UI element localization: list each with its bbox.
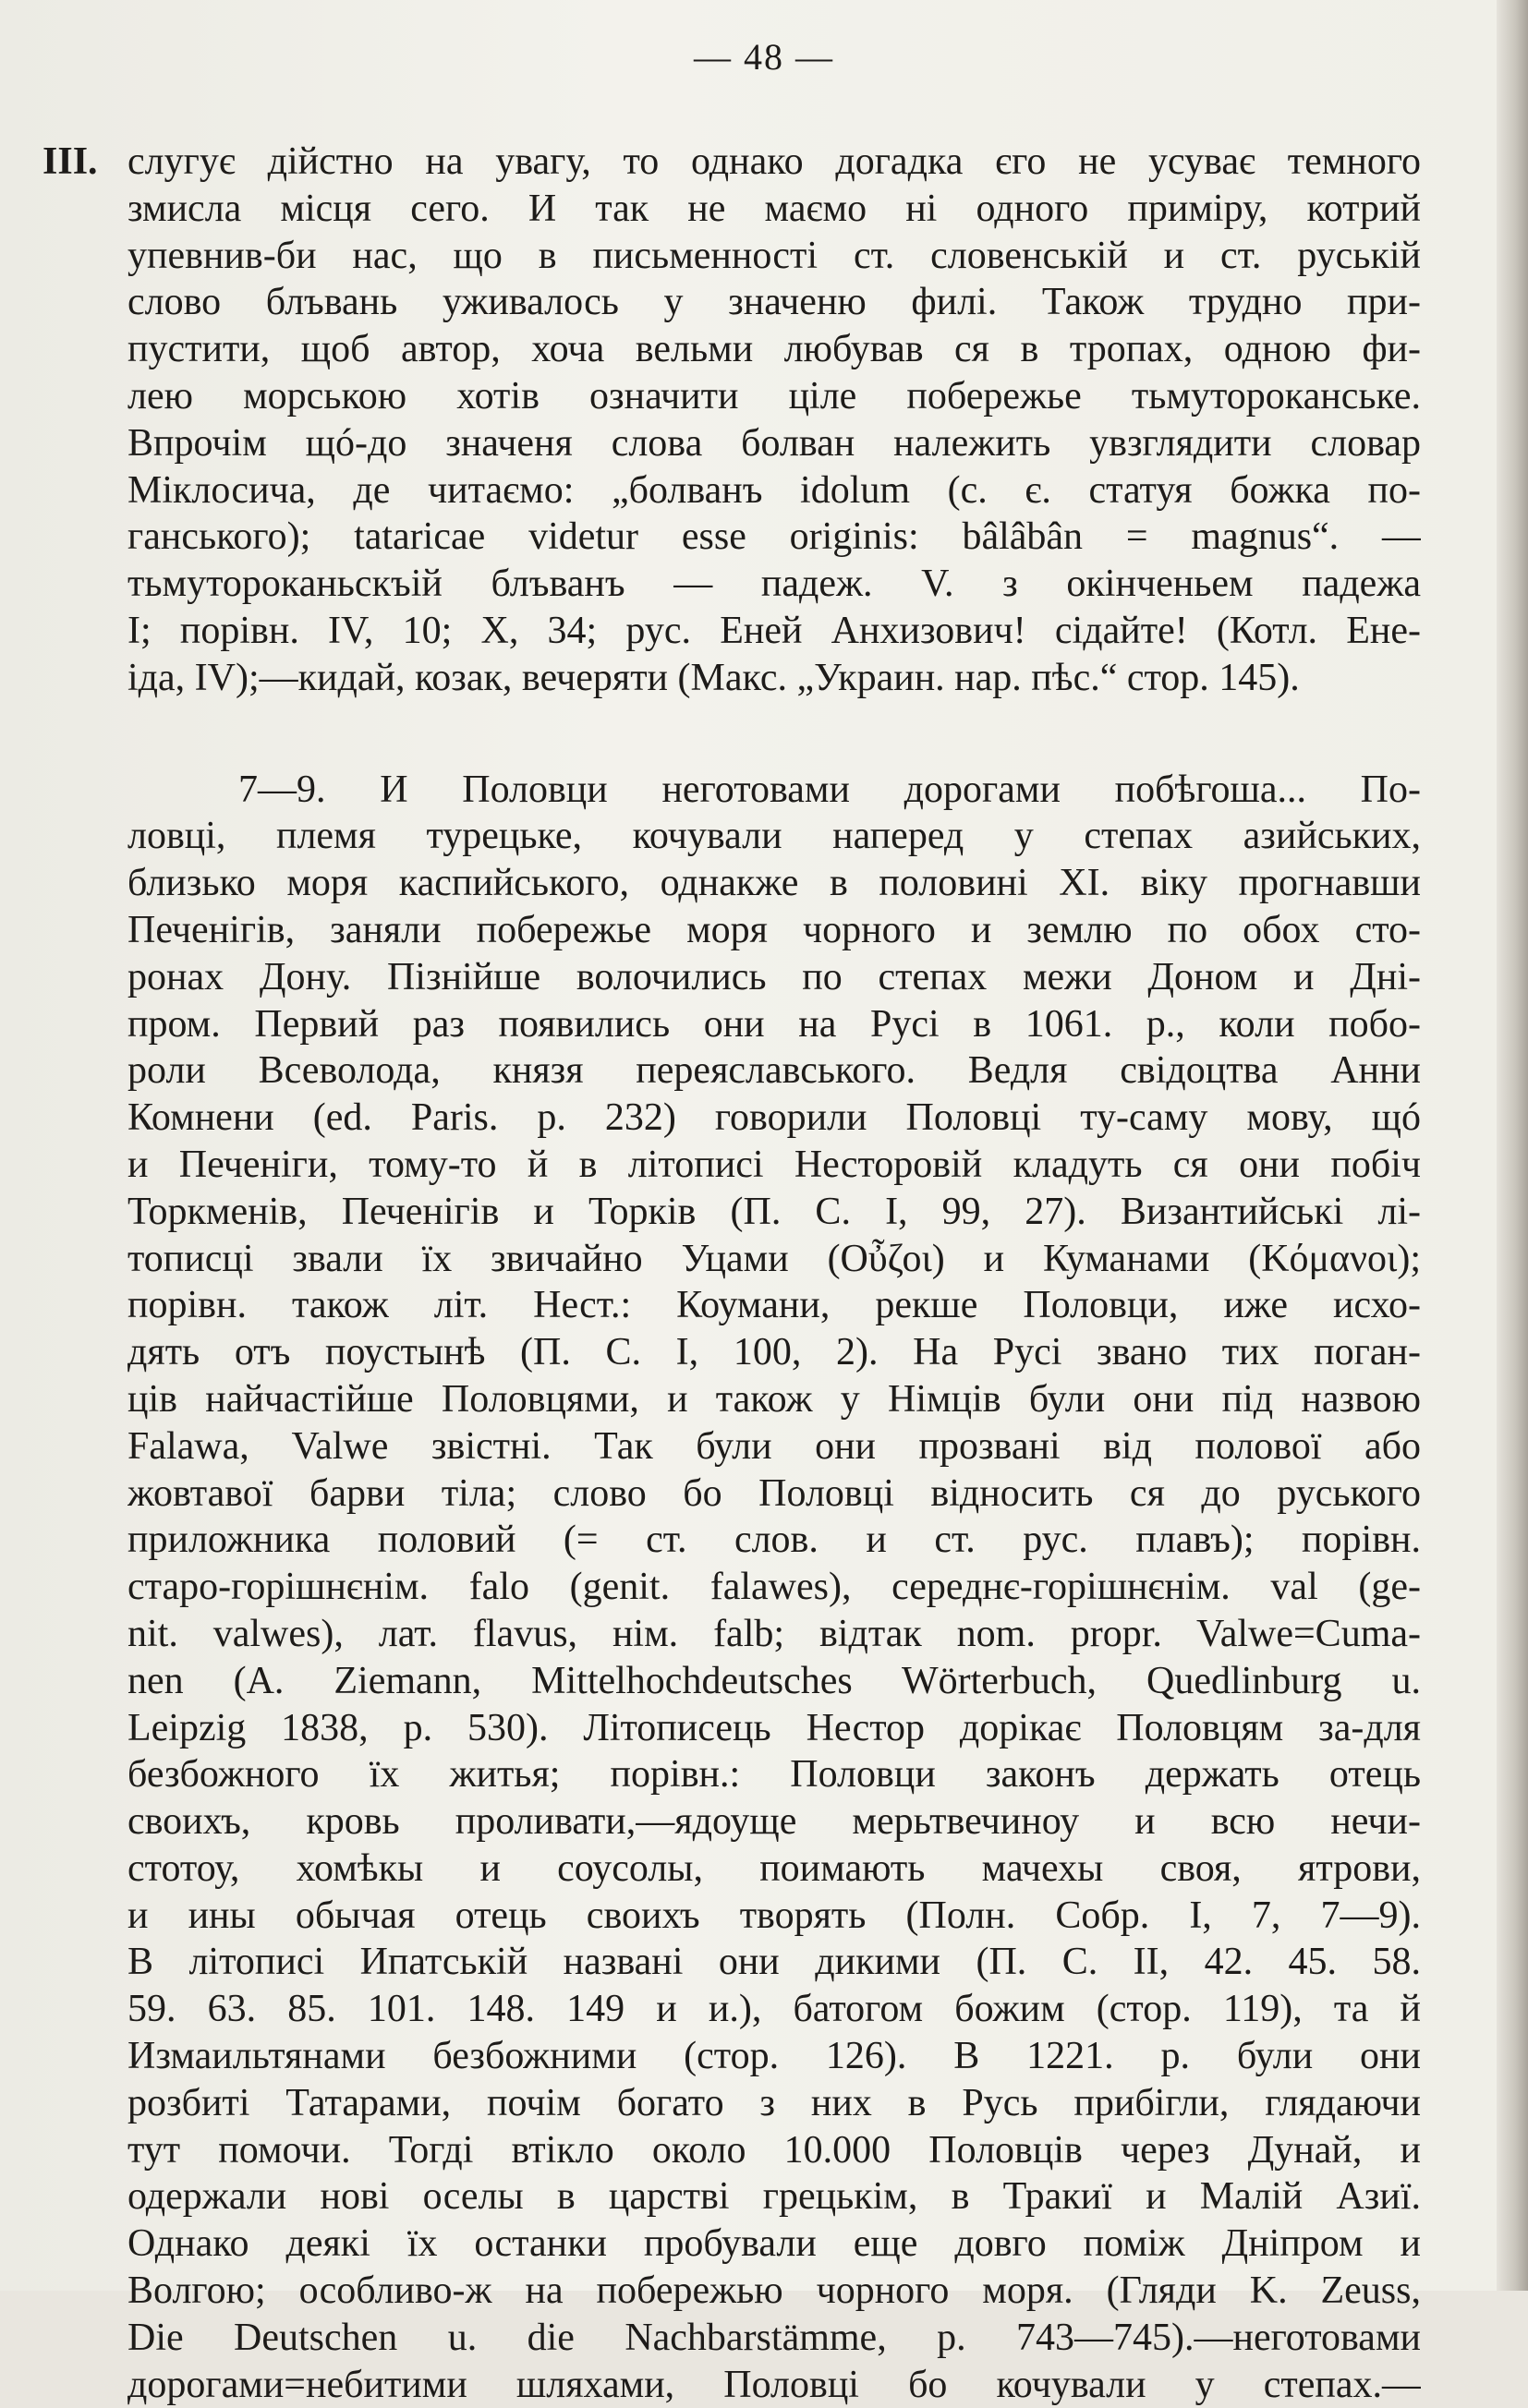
margin-label: III. (42, 140, 98, 183)
text-block (127, 139, 1421, 2408)
text-line: старо-горішнєнім. falo (genit. falawes), середнє-горішнєнім. val (ge- (127, 1566, 1421, 1609)
text-line: В літописі Ипатській названі они дикими (П. С. ІІ, 42. 45. 58. (127, 1941, 1421, 1984)
text-line: слугує дійстно на увагу, то однако догадка єго не усуває темного (127, 140, 1421, 183)
text-line: пром. Первий раз появились они на Русі в 1061. р., коли побо- (127, 1002, 1421, 1046)
text-line: 7—9. И Половци неготовами дорогами побѣгоша... По- (238, 768, 1421, 811)
text-line: розбиті Татарами, почім богато з них в Русь прибігли, глядаючи (127, 2081, 1421, 2124)
text-line: Комнени (ed. Paris. p. 232) говорили Половці ту-саму мову, щó (127, 1096, 1421, 1140)
text-line: порівн. також літ. Нест.: Коумани, рекше Половци, иже исхо- (127, 1284, 1421, 1327)
text-line: пустити, щоб автор, хоча вельми любував ся в тропах, одною фи- (127, 328, 1421, 371)
page-number: — 48 — (694, 36, 834, 78)
text-line: слово блъвань уживалось у значеню филі. Також трудно при- (127, 281, 1421, 324)
text-line: Печенігів, заняли побережье моря чорного и землю по обох сто- (127, 908, 1421, 951)
text-line: дять отъ поустынѣ (П. С. І, 100, 2). На Русі звано тих поган- (127, 1331, 1421, 1374)
paragraph-1 (127, 139, 1421, 702)
text-line: своихъ, кровь проливати,—ядоуще мерьтвечиноу и всю нечи- (127, 1800, 1421, 1844)
text-line: ців найчастійше Половцями, и також у Німців були они під назвою (127, 1377, 1421, 1421)
text-line: упевнив-би нас, що в письменності ст. словенській и ст. руській (127, 234, 1421, 277)
text-line: лею морською хотів означити ціле побережье тьмутороканське. (127, 374, 1421, 417)
text-line: и ины обычая отець своихъ творять (Полн. Собр. І, 7, 7—9). (127, 1894, 1421, 1937)
text-line: безбожного їх житья; порівн.: Половци законъ держать отець (127, 1753, 1421, 1797)
text-line: дорогами=небитими шляхами, Половці бо кочували у степах.— (127, 2363, 1421, 2406)
text-line: ронах Дону. Пізнійше волочились по степах межи Доном и Дні- (127, 955, 1421, 998)
text-line: І; порівн. IV, 10; X, 34; рус. Еней Анхизович! сідайте! (Котл. Ене- (127, 609, 1421, 652)
text-line: nen (A. Ziemann, Mittelhochdeutsches Wörterbuch, Quedlinburg u. (127, 1659, 1421, 1702)
text-line: Однако деякі їх останки пробували еще довго поміж Дніпром и (127, 2222, 1421, 2266)
text-line: Die Deutschen u. die Nachbarstämme, p. 743—745).—неготовами (127, 2316, 1421, 2359)
text-line: и Печеніги, тому-то й в літописі Несторовій кладуть ся они побіч (127, 1143, 1421, 1186)
text-line: Leipzig 1838, p. 530). Літописець Нестор дорікає Половцям за-для (127, 1706, 1421, 1749)
text-line: близько моря каспийського, однакже в половині XI. віку прогнавши (127, 862, 1421, 905)
text-line: ганського); tataricae videtur esse originis: bâlâbân = magnus“. — (127, 515, 1421, 559)
paragraph-2 (127, 767, 1421, 2408)
text-line: ловці, племя турецьке, кочували наперед у степах азийських, (127, 815, 1421, 858)
text-line: іда, IV);—кидай, козак, вечеряти (Макс. „Украин. нар. пѣс.“ стор. 145). (127, 656, 1300, 699)
text-line: Впрочім щó-до значеня слова болван належить увзглядити словар (127, 421, 1421, 465)
text-line: приложника половий (= ст. слов. и ст. рус. плавъ); порівн. (127, 1519, 1421, 1562)
text-line: Волгою; особливо-ж на побережью чорного моря. (Гляди K. Zeuss, (127, 2269, 1421, 2313)
paragraph-gap (127, 702, 1421, 767)
text-line: тописці звали їх звичайно Уцами (Οὖζοι) и Куманами (Κόμανοι); (127, 1237, 1421, 1280)
text-line: Измаильтянами безбожними (стор. 126). В 1221. р. були они (127, 2035, 1421, 2078)
text-line: Торкменів, Печенігів и Торків (П. С. І, 99, 27). Византийські лі- (127, 1190, 1421, 1233)
text-line: жовтавої барви тіла; слово бо Половці відносить ся до руського (127, 1471, 1421, 1515)
text-line: стотоу, хомѣкы и соусолы, поимають мачехы своя, ятрови, (127, 1846, 1421, 1890)
text-line: Falawa, Valwe звістні. Так були они прозвані від полової або (127, 1424, 1421, 1468)
text-line: nit. valwes), лат. flavus, нім. falb; відтак nom. propr. Valwe=Cuma- (127, 1612, 1421, 1655)
text-line: тьмутороканьскъій блъванъ — падеж. V. з окінченьем падежа (127, 563, 1421, 606)
text-line: Міклосича, де читаємо: „болванъ idolum (с. є. статуя божка по- (127, 468, 1421, 512)
text-line: змисла місця сего. И так не маємо ні одного приміру, котрий (127, 187, 1421, 230)
text-line: 59. 63. 85. 101. 148. 149 и и.), батогом божим (стор. 119), та й (127, 1988, 1421, 2031)
page-binding-edge (1497, 0, 1528, 2291)
text-line: одержали нові оселы в царстві грецькім, в Тракиї и Малій Азиї. (127, 2175, 1421, 2219)
text-line: тут помочи. Тогді втікло около 10.000 Половців через Дунай, и (127, 2128, 1421, 2172)
text-line: роли Всеволода, князя переяславського. Ведля свідоцтва Анни (127, 1049, 1421, 1093)
